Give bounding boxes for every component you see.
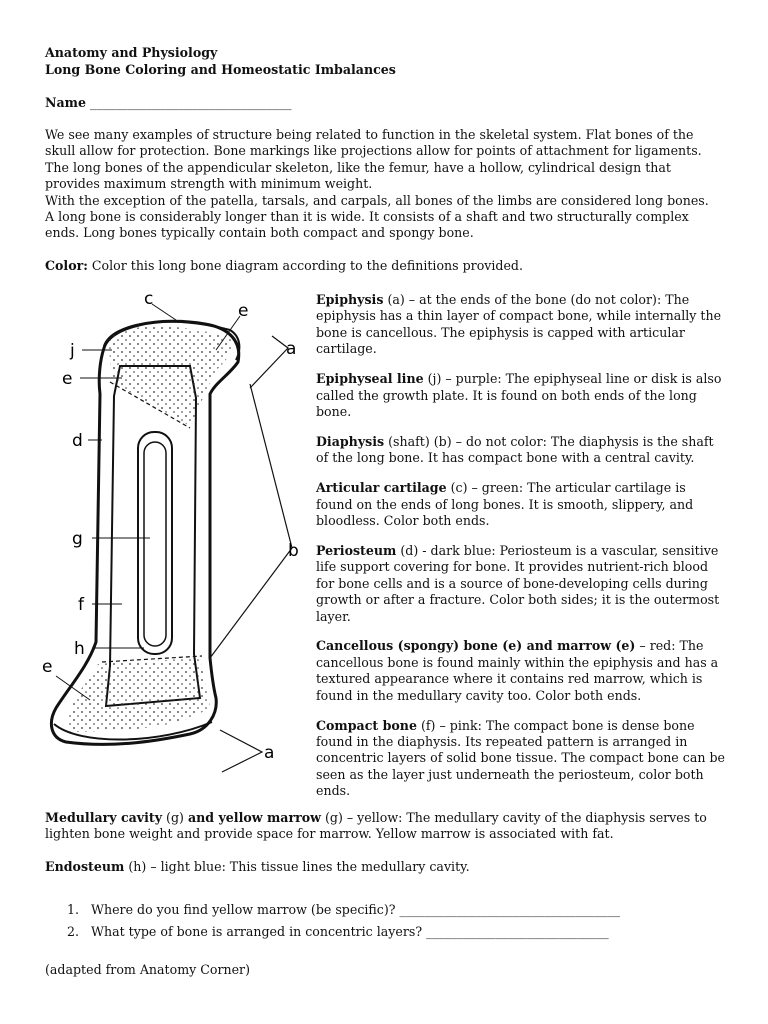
definition-text: (d) - dark blue: Periosteum is a vascular, sensitive life support covering for bone. It provides nutrient-rich blood for bone cells and is a source of bone-developing cells during growth or after a fracture. Color both sides; it is the outermost layer. <box>316 542 720 624</box>
label-j: j <box>70 341 75 361</box>
color-text: Color this long bone diagram according to the definitions provided. <box>87 258 523 273</box>
title-line-2: Long Bone Coloring and Homeostatic Imbalances <box>45 62 396 77</box>
bracket-b <box>210 384 292 658</box>
definition-text: (j) – purple: The epiphyseal line or disk is also called the growth plate. It is found on both ends of the long bone. <box>316 371 722 419</box>
intro-line: A long bone is considerably longer than it is wide. It consists of a shaft and two structurally complex <box>45 209 689 225</box>
intro-line: ends. Long bones typically contain both compact and spongy bone. <box>45 225 474 241</box>
definitions-list <box>316 292 726 813</box>
question-number: 2. <box>67 924 80 939</box>
label-e-bottom: e <box>42 657 53 677</box>
definition-text: (c) – green: The articular cartilage is found on the ends of long bones. It is smooth, slippery, and bloodless. Color both ends. <box>316 480 694 528</box>
term-letter: (g) <box>162 810 188 825</box>
definition-text: (f) – pink: The compact bone is dense bone found in the diaphysis. Its repeated pattern is arranged in concentric layers of solid bone tissue. The compact bone can be seen as the layer just underneath the periosteum, color both ends. <box>316 717 725 799</box>
intro-line: The long bones of the appendicular skeleton, like the femur, have a hollow, cylindrical design that <box>45 159 671 175</box>
definition-epiphysis <box>316 292 726 358</box>
term: Epiphysis <box>316 292 384 307</box>
definition-text: – red: The cancellous bone is found mainly within the epiphysis and has a textured appearance where it contains red marrow, which is found in the medullary cavity too. Color both ends. <box>316 638 719 703</box>
definition-articular-cartilage <box>316 480 726 529</box>
label-c: c <box>144 289 154 309</box>
source-credit: (adapted from Anatomy Corner) <box>45 962 250 977</box>
term: Cancellous (spongy) bone (e) and marrow (e) <box>316 638 636 654</box>
intro-line: We see many examples of structure being related to function in the skeletal system. Flat bones of the <box>45 127 694 142</box>
label-a-bottom: a <box>264 743 275 763</box>
question-number: 1. <box>67 902 80 917</box>
document-title <box>45 44 705 78</box>
leader-c <box>152 304 176 320</box>
color-instruction <box>45 258 735 274</box>
definition-text: (g) – yellow: The medullary cavity of the diaphysis serves to lighten bone weight and provide space for marrow. Yellow marrow is associated with fat. <box>45 810 707 842</box>
label-h: h <box>74 639 85 659</box>
term: Articular cartilage <box>316 480 447 496</box>
definition-text: (h) – light blue: This tissue lines the medullary cavity. <box>124 859 470 874</box>
definition-compact-bone <box>316 718 726 800</box>
label-f: f <box>78 595 84 615</box>
name-label: Name <box>45 95 87 110</box>
definition-medullary-cavity <box>45 810 735 843</box>
term: Epiphyseal line <box>316 371 424 387</box>
name-blank[interactable]: ________________________________ <box>90 95 292 110</box>
definition-cancellous-bone <box>316 638 726 704</box>
definition-epiphyseal-line <box>316 371 726 420</box>
label-g: g <box>72 529 83 549</box>
term: Diaphysis <box>316 433 385 449</box>
question-text[interactable]: What type of bone is arranged in concentric layers? _____________________________ <box>91 924 609 939</box>
intro-paragraph <box>45 127 735 242</box>
term: Medullary cavity <box>45 810 163 825</box>
term: Compact bone <box>316 717 417 733</box>
term: Endosteum <box>45 859 125 874</box>
intro-line: With the exception of the patella, tarsals, and carpals, all bones of the limbs are considered long bones. <box>45 192 709 208</box>
name-field[interactable] <box>45 95 292 111</box>
question-2[interactable] <box>67 924 727 940</box>
intro-line: provides maximum strength with minimum weight. <box>45 176 373 192</box>
intro-line: skull allow for protection. Bone markings like projections allow for points of attachment for ligaments. <box>45 143 702 159</box>
definition-endosteum <box>45 859 735 875</box>
label-a-top: a <box>286 339 297 359</box>
bracket-a-top <box>250 336 288 388</box>
question-1[interactable] <box>67 902 727 918</box>
title-line-1: Anatomy and Physiology <box>45 45 218 60</box>
definition-text: (a) – at the ends of the bone (do not color): The epiphysis has a thin layer of compact bone, while internally the bone is cancellous. The epiphysis is capped with articular cartilage. <box>316 292 722 357</box>
long-bone-diagram <box>40 286 312 808</box>
bracket-a-bottom <box>220 730 262 772</box>
color-term: Color: <box>45 258 88 273</box>
label-e-left: e <box>62 369 73 389</box>
label-b: b <box>288 541 299 561</box>
medullary-cavity <box>138 432 172 654</box>
label-d: d <box>72 431 83 451</box>
term: and yellow marrow <box>187 810 321 825</box>
question-text[interactable]: Where do you find yellow marrow (be specific)? ___________________________________ <box>91 902 620 917</box>
label-e-top: e <box>238 301 249 321</box>
definition-text: (shaft) (b) – do not color: The diaphysis is the shaft of the long bone. It has compact bone with a central cavity. <box>316 433 714 466</box>
definition-periosteum <box>316 543 726 625</box>
definition-diaphysis <box>316 434 726 467</box>
term: Periosteum <box>316 542 397 558</box>
